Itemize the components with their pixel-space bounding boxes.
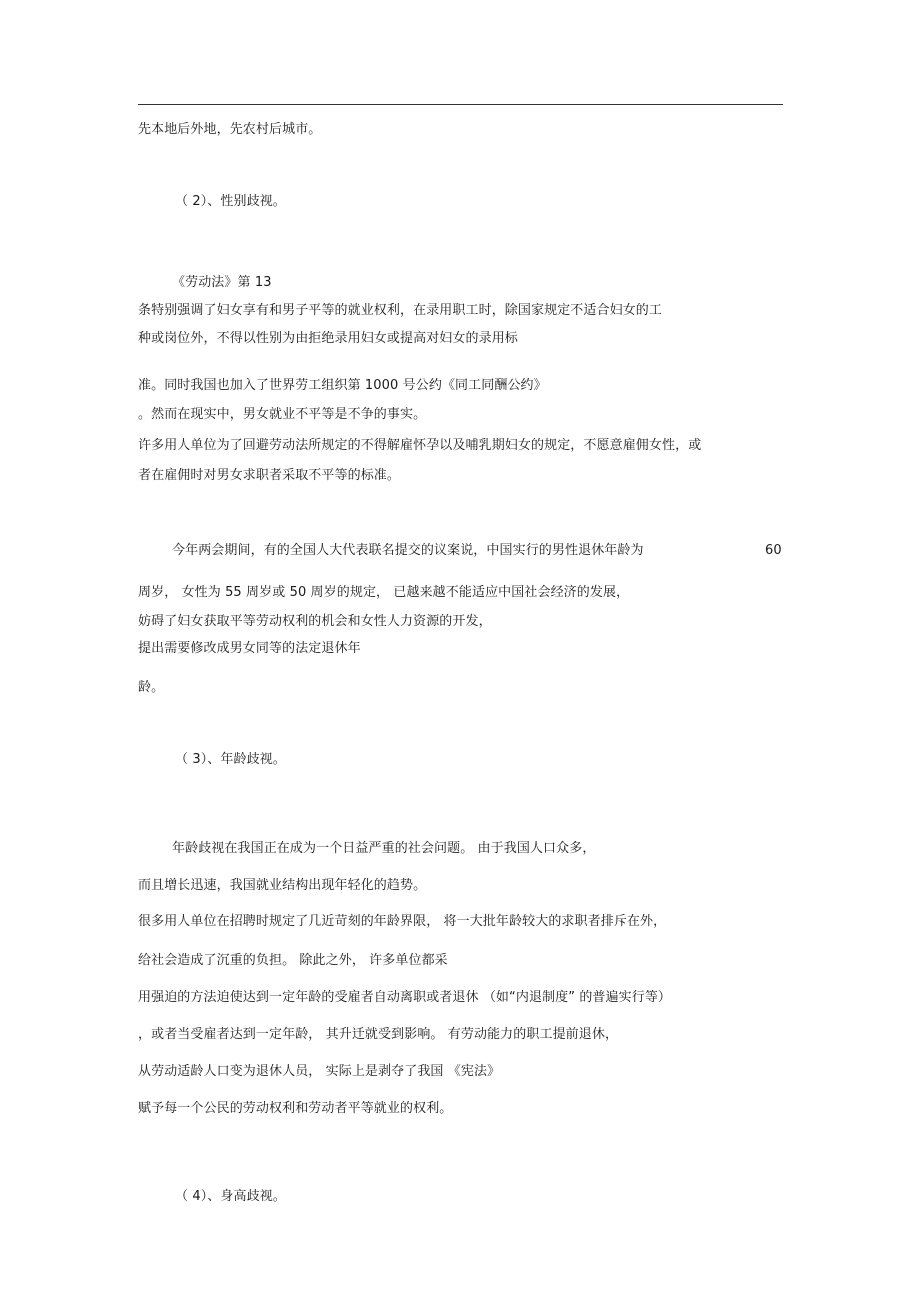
paragraph-line: 《劳动法》第 13 (172, 275, 272, 290)
paragraph-line: ，或者当受雇者达到一定年龄， 其升迁就受到影响。 有劳动能力的职工提前退休， (138, 1027, 619, 1042)
paragraph-line: 用强迫的方法迫使达到一定年龄的受雇者自动离职或者退休 （如“内退制度” 的普遍实行等） (138, 990, 672, 1005)
paragraph-line: 条特别强调了妇女享有和男子平等的就业权利，在录用职工时，除国家规定不适合妇女的工 (138, 303, 663, 318)
paragraph-line: 从劳动适龄人口变为退休人员， 实际上是剥夺了我国 《宪法》 (138, 1064, 501, 1079)
paragraph-line: 龄。 (138, 680, 165, 695)
paragraph-line: 者在雇佣时对男女求职者采取不平等的标准。 (138, 468, 401, 483)
paragraph-line: 周岁， 女性为 55 周岁或 50 周岁的规定， 已越来越不能适应中国社会经济的发展， (138, 585, 630, 600)
section-heading-gender: （ 2）、性别歧视。 (175, 194, 286, 209)
paragraph-line: 提出需要修改成男女同等的法定退休年 (138, 641, 361, 656)
paragraph-line: 妨碍了妇女获取平等劳动权利的机会和女性人力资源的开发， (138, 614, 492, 629)
section-heading-height: （ 4）、身高歧视。 (175, 1189, 286, 1204)
paragraph-line: 年龄歧视在我国正在成为一个日益严重的社会问题。 由于我国人口众多， (172, 841, 596, 856)
header-rule (138, 104, 783, 105)
paragraph-line: 赋予每一个公民的劳动权利和劳动者平等就业的权利。 (138, 1101, 453, 1116)
paragraph-line: 今年两会期间，有的全国人大代表联名提交的议案说，中国实行的男性退休年龄为 (172, 543, 644, 558)
paragraph-line: 而且增长迅速，我国就业结构出现年轻化的趋势。 (138, 878, 427, 893)
paragraph-line: 给社会造成了沉重的负担。 除此之外， 许多单位都采 (138, 953, 448, 968)
paragraph-line: 种或岗位外，不得以性别为由拒绝录用妇女或提高对妇女的录用标 (138, 331, 518, 346)
paragraph-line: 很多用人单位在招聘时规定了几近苛刻的年龄界限， 将一大批年龄较大的求职者排斥在外， (138, 914, 667, 929)
paragraph-line: 准。同时我国也加入了世界劳工组织第 1000 号公约《同工同酬公约》 (138, 378, 547, 393)
paragraph-line: 。然而在现实中，男女就业不平等是不争的事实。 (138, 407, 427, 422)
paragraph-line: 先本地后外地，先农村后城市。 (138, 122, 322, 137)
section-heading-age: （ 3）、年龄歧视。 (175, 752, 286, 767)
paragraph-line: 60 (765, 543, 782, 558)
paragraph-line: 许多用人单位为了回避劳动法所规定的不得解雇怀孕以及哺乳期妇女的规定，不愿意雇佣女性，或 (138, 438, 702, 453)
